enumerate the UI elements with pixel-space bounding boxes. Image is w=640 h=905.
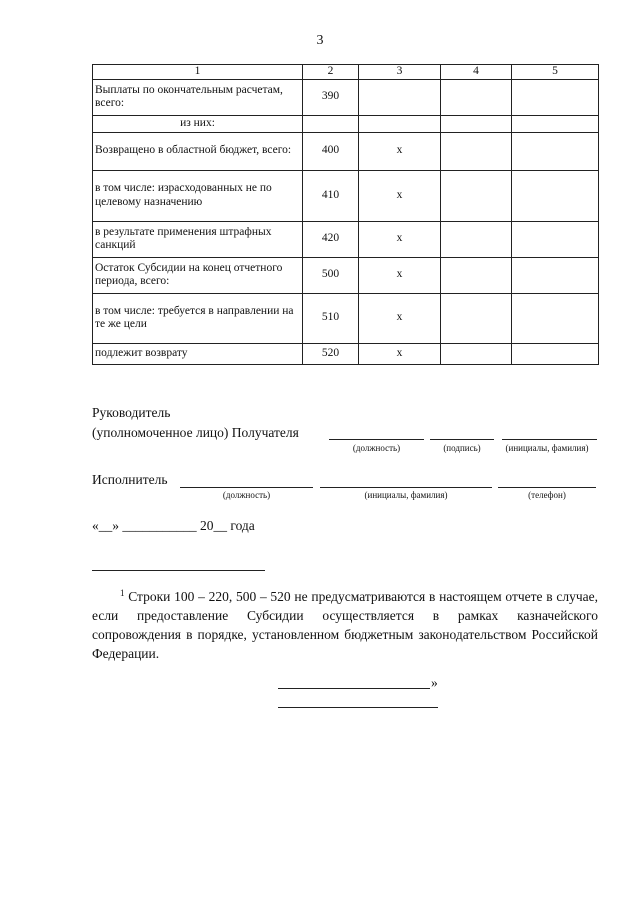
footnote [92, 587, 598, 663]
cell-col5 [512, 293, 599, 343]
table-row [93, 343, 599, 364]
row-code: 510 [303, 293, 359, 343]
executor-phone-line [498, 487, 596, 488]
footnote-marker: 1 [120, 588, 125, 598]
table-row [93, 257, 599, 293]
table-header-row [93, 65, 599, 80]
row-code: 400 [303, 132, 359, 170]
cell-col3: x [359, 343, 441, 364]
executor-label: Исполнитель [92, 472, 168, 487]
column-header: 3 [359, 65, 441, 80]
head-signature-line [430, 439, 494, 440]
cell-col4 [441, 79, 512, 115]
row-name: из них: [93, 115, 303, 132]
row-name: в том числе: израсходованных не по целевому назначению [93, 170, 303, 221]
cell-col3: x [359, 132, 441, 170]
executor-phone-caption: (телефон) [528, 490, 566, 500]
cell-col3: x [359, 221, 441, 257]
row-code: 520 [303, 343, 359, 364]
column-header: 5 [512, 65, 599, 80]
cell-col4 [441, 293, 512, 343]
cell-col5 [512, 170, 599, 221]
table-row [93, 293, 599, 343]
cell-col3: x [359, 170, 441, 221]
row-code: 500 [303, 257, 359, 293]
executor-name-line [320, 487, 492, 488]
cell-col3 [359, 79, 441, 115]
head-signature-caption: (подпись) [443, 443, 481, 453]
cell-col4 [441, 221, 512, 257]
row-name: Выплаты по окончательным расчетам, всего: [93, 79, 303, 115]
cell-col3: x [359, 293, 441, 343]
cell-col4 [441, 132, 512, 170]
table-row [93, 132, 599, 170]
cell-col4 [441, 115, 512, 132]
column-header: 4 [441, 65, 512, 80]
closing-quote-mark: » [431, 675, 438, 690]
cell-col4 [441, 170, 512, 221]
report-table [92, 64, 599, 365]
executor-name-caption: (инициалы, фамилия) [364, 490, 448, 500]
closing-line-lower [278, 707, 438, 708]
table-row [93, 221, 599, 257]
row-name: подлежит возврату [93, 343, 303, 364]
cell-col4 [441, 343, 512, 364]
head-position-caption: (должность) [352, 443, 401, 453]
cell-col3: x [359, 257, 441, 293]
column-header: 1 [93, 65, 303, 80]
head-position-line [329, 439, 424, 440]
footnote-divider [92, 570, 265, 571]
row-code: 410 [303, 170, 359, 221]
cell-col5 [512, 79, 599, 115]
row-name: Остаток Субсидии на конец отчетного периода, всего: [93, 257, 303, 293]
cell-col5 [512, 343, 599, 364]
row-code [303, 115, 359, 132]
head-name-line [502, 439, 597, 440]
footnote-text: Строки 100 – 220, 500 – 520 не предусматриваются в настоящем отчете в случае, если предоставление Субсидии осуществляется в рамках казначейского сопровождения в порядке, установленном бюджетным законодательством Российской Федерации. [92, 589, 598, 661]
head-title-line1: Руководитель [92, 405, 171, 420]
table-row [93, 115, 599, 132]
row-code: 390 [303, 79, 359, 115]
cell-col3 [359, 115, 441, 132]
row-name: Возвращено в областной бюджет, всего: [93, 132, 303, 170]
date-line: «__» ___________ 20__ года [92, 518, 255, 533]
row-name: в результате применения штрафных санкций [93, 221, 303, 257]
cell-col5 [512, 132, 599, 170]
executor-position-line [180, 487, 313, 488]
table-row [93, 170, 599, 221]
head-title-line2: (уполномоченное лицо) Получателя [92, 425, 299, 440]
column-header: 2 [303, 65, 359, 80]
cell-col5 [512, 257, 599, 293]
cell-col5 [512, 115, 599, 132]
executor-position-caption: (должность) [222, 490, 271, 500]
closing-line-upper [278, 688, 430, 689]
row-name: в том числе: требуется в направлении на те же цели [93, 293, 303, 343]
cell-col4 [441, 257, 512, 293]
page-number: 3 [316, 33, 324, 48]
cell-col5 [512, 221, 599, 257]
table-row [93, 79, 599, 115]
head-name-caption: (инициалы, фамилия) [505, 443, 589, 453]
row-code: 420 [303, 221, 359, 257]
